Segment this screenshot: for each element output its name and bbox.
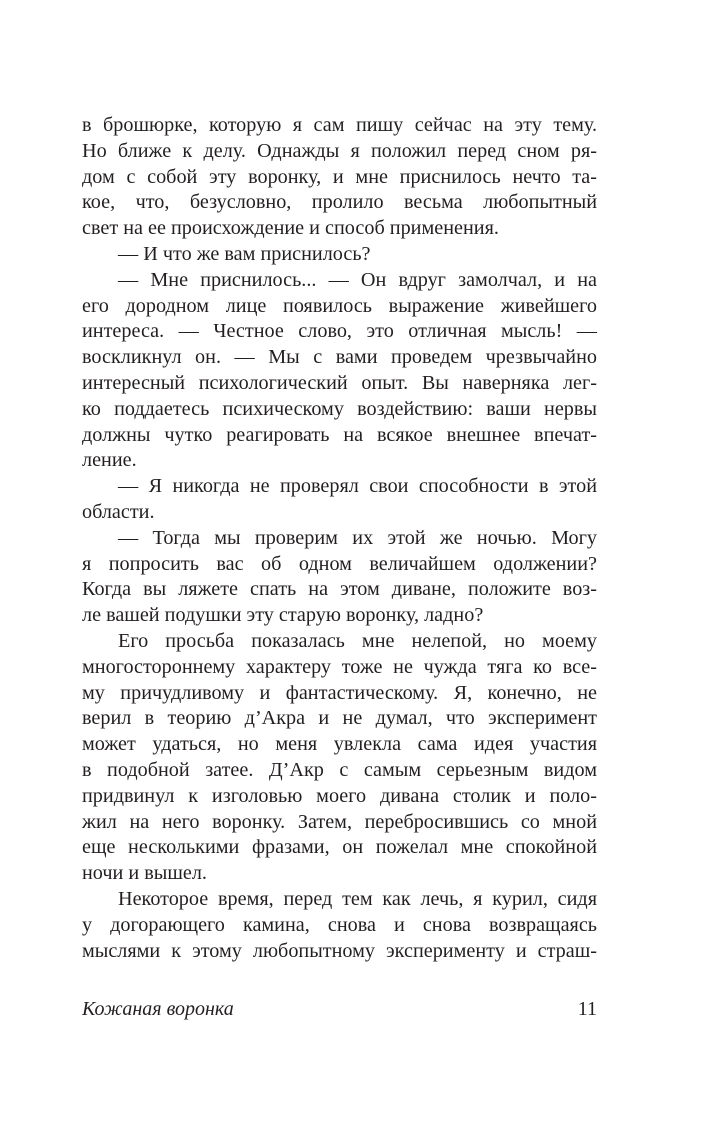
text-line: му причудливому и фантастическому. Я, конечно, не xyxy=(82,681,597,704)
text-line: — Я никогда не проверял свои способности в этой xyxy=(118,475,597,498)
text-line: ко поддаетесь психическому воздействию: ваши нервы xyxy=(82,397,597,420)
text-line: — И что же вам приснилось? xyxy=(118,242,371,265)
running-title: Кожаная воронка xyxy=(82,998,234,1020)
text-line: жил на него воронку. Затем, перебросившись со мной xyxy=(82,810,597,833)
text-line: его дородном лице появилось выражение живейшего xyxy=(82,294,597,317)
text-line: ле вашей подушки эту старую воронку, ладно? xyxy=(82,604,484,627)
text-line: воскликнул он. — Мы с вами проведем чрезвычайно xyxy=(82,346,597,369)
text-line: у догорающего камина, снова и снова возвращаясь xyxy=(82,913,597,936)
text-line: Некоторое время, перед тем как лечь, я курил, сидя xyxy=(118,887,597,910)
text-line: Но ближе к делу. Однажды я положил перед сном ря- xyxy=(82,139,597,162)
text-line: еще несколькими фразами, он пожелал мне спокойной xyxy=(82,836,597,859)
text-line: интересный психологический опыт. Вы наверняка лег- xyxy=(82,371,597,394)
text-line: ночи и вышел. xyxy=(82,862,207,885)
body-text xyxy=(82,113,597,964)
text-line: Его просьба показалась мне нелепой, но моему xyxy=(118,629,597,652)
text-line: — Мне приснилось... — Он вдруг замолчал, и на xyxy=(118,268,597,291)
text-line: ление. xyxy=(82,449,137,472)
text-line: в подобной затее. Д’Акр с самым серьезным видом xyxy=(82,758,597,781)
text-line: в брошюрке, которую я сам пишу сейчас на эту тему. xyxy=(82,114,597,136)
text-line: верил в теорию д’Акра и не думал, что эксперимент xyxy=(82,707,597,730)
text-line: — Тогда мы проверим их этой же ночью. Могу xyxy=(118,526,597,549)
text-line: Когда вы ляжете спать на этом диване, положите воз- xyxy=(82,578,597,601)
text-line: мыслями к этому любопытному эксперименту и страш- xyxy=(82,939,597,962)
text-line: свет на ее происхождение и способ применения. xyxy=(82,217,499,240)
page-number: 11 xyxy=(577,998,597,1020)
text-line: я попросить вас об одном величайшем одолжении? xyxy=(82,552,597,575)
text-line: области. xyxy=(82,500,155,523)
text-line: дом с собой эту воронку, и мне приснилось нечто та- xyxy=(82,165,597,188)
text-line: может удаться, но меня увлекла сама идея участия xyxy=(82,733,597,756)
page-footer xyxy=(82,996,597,1022)
text-line: кое, что, безусловно, пролило весьма любопытный xyxy=(82,191,597,214)
text-line: должны чутко реагировать на всякое внешнее впечат- xyxy=(82,423,597,446)
text-line: многостороннему характеру тоже не чужда тяга ко все- xyxy=(82,655,597,678)
text-line: придвинул к изголовью моего дивана столик и поло- xyxy=(82,784,597,807)
text-line: интереса. — Честное слово, это отличная мысль! — xyxy=(82,320,597,343)
